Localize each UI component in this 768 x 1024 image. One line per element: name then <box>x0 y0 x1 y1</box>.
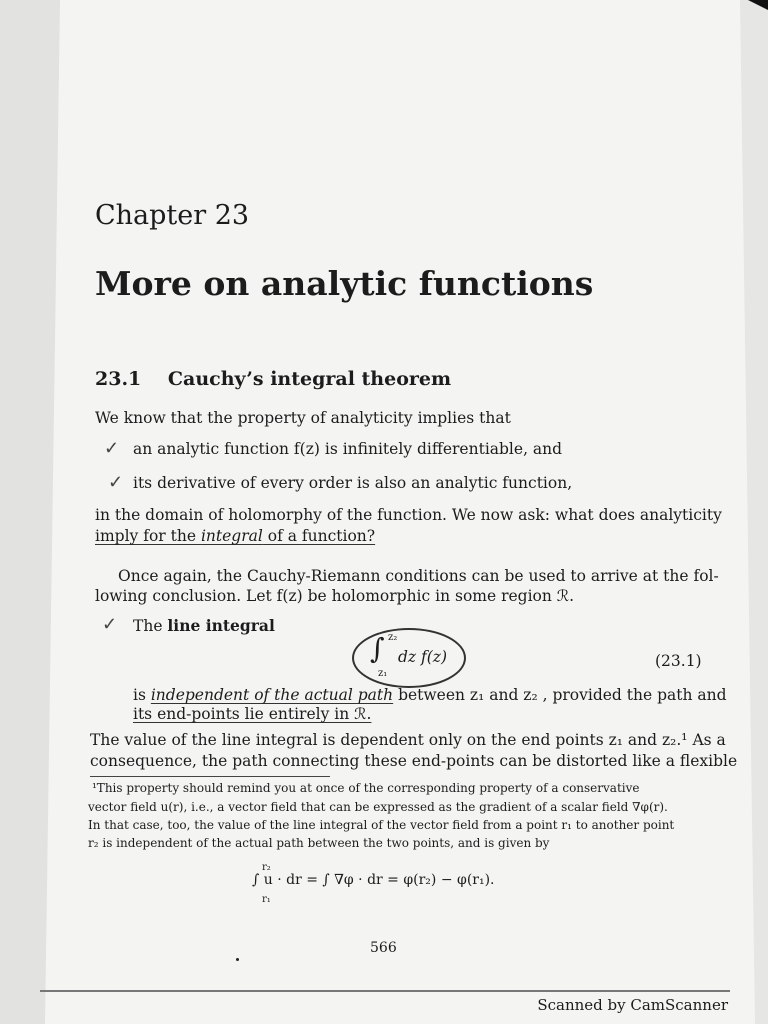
equation-number: (23.1) <box>655 652 702 670</box>
scan-border <box>40 990 730 992</box>
footnote-eq-upper-limit: r₂ <box>262 862 271 873</box>
chapter-label: Chapter 23 <box>95 200 250 231</box>
text-fragment: is <box>133 686 151 704</box>
scan-speck <box>236 958 239 961</box>
body-line-consequence: consequence, the path connecting these end-points can be distorted like a flexible <box>90 752 738 770</box>
emphasis-integral: integral <box>200 527 263 545</box>
footnote-line: ¹This property should remind you at once of the corresponding property of a conservative <box>92 781 640 795</box>
body-line-domain: in the domain of holomorphy of the function. We now ask: what does analyticity <box>95 506 722 524</box>
section-heading <box>95 368 451 390</box>
body-line-integral-question <box>95 527 375 545</box>
integral-upper-limit: z₂ <box>388 632 398 643</box>
emphasis-independent-path: independent of the actual path <box>150 686 394 704</box>
body-line-independent <box>133 686 727 704</box>
footnote-line: vector field u(r), i.e., a vector field that can be expressed as the gradient of a scalar field ∇φ(r). <box>88 800 668 814</box>
page-number: 566 <box>370 940 397 956</box>
bold-line-integral: line integral <box>167 616 275 635</box>
check-mark-icon: ✓ <box>104 438 120 459</box>
bullet-line-integral <box>133 616 275 635</box>
body-line-end-points: its end-points lie entirely in ℛ. <box>133 705 372 723</box>
text-fragment: of a function? <box>262 527 376 545</box>
bullet-derivative-analytic: its derivative of every order is also an analytic function, <box>133 474 573 492</box>
check-mark-icon: ✓ <box>108 472 124 493</box>
scanner-watermark: Scanned by CamScanner <box>537 996 728 1014</box>
intro-line: We know that the property of analyticity implies that <box>95 409 511 427</box>
bullet-analytic-differentiable: an analytic function f(z) is infinitely differentiable, and <box>133 440 563 458</box>
integral-body: dz f(z) <box>398 648 448 666</box>
footnote-rule <box>90 776 330 777</box>
footnote-line: In that case, too, the value of the line integral of the vector field from a point r₁ to another point <box>88 818 675 832</box>
section-number: 23.1 <box>95 368 142 390</box>
integral-lower-limit: z₁ <box>378 668 388 679</box>
body-line-holomorphic: lowing conclusion. Let f(z) be holomorphic in some region ℛ. <box>95 587 575 605</box>
chapter-title: More on analytic functions <box>95 264 594 303</box>
integral-sign: ∫ <box>370 632 385 665</box>
body-line-cauchy-riemann: Once again, the Cauchy-Riemann conditions can be used to arrive at the fol- <box>118 567 719 585</box>
check-mark-icon: ✓ <box>102 614 118 635</box>
body-line-value-dependent: The value of the line integral is dependent only on the end points z₁ and z₂.¹ As a <box>90 731 726 749</box>
footnote-equation: ∫ u · dr = ∫ ∇φ · dr = φ(r₂) − φ(r₁). <box>252 872 495 888</box>
text-fragment: between z₁ and z₂ , provided the path and <box>393 686 727 704</box>
footnote-eq-lower-limit: r₁ <box>262 894 271 905</box>
section-title: Cauchy’s integral theorem <box>167 368 452 390</box>
text-fragment: The <box>133 617 168 635</box>
footnote-line: r₂ is independent of the actual path between the two points, and is given by <box>88 836 550 850</box>
text-fragment: imply for the <box>95 527 201 545</box>
